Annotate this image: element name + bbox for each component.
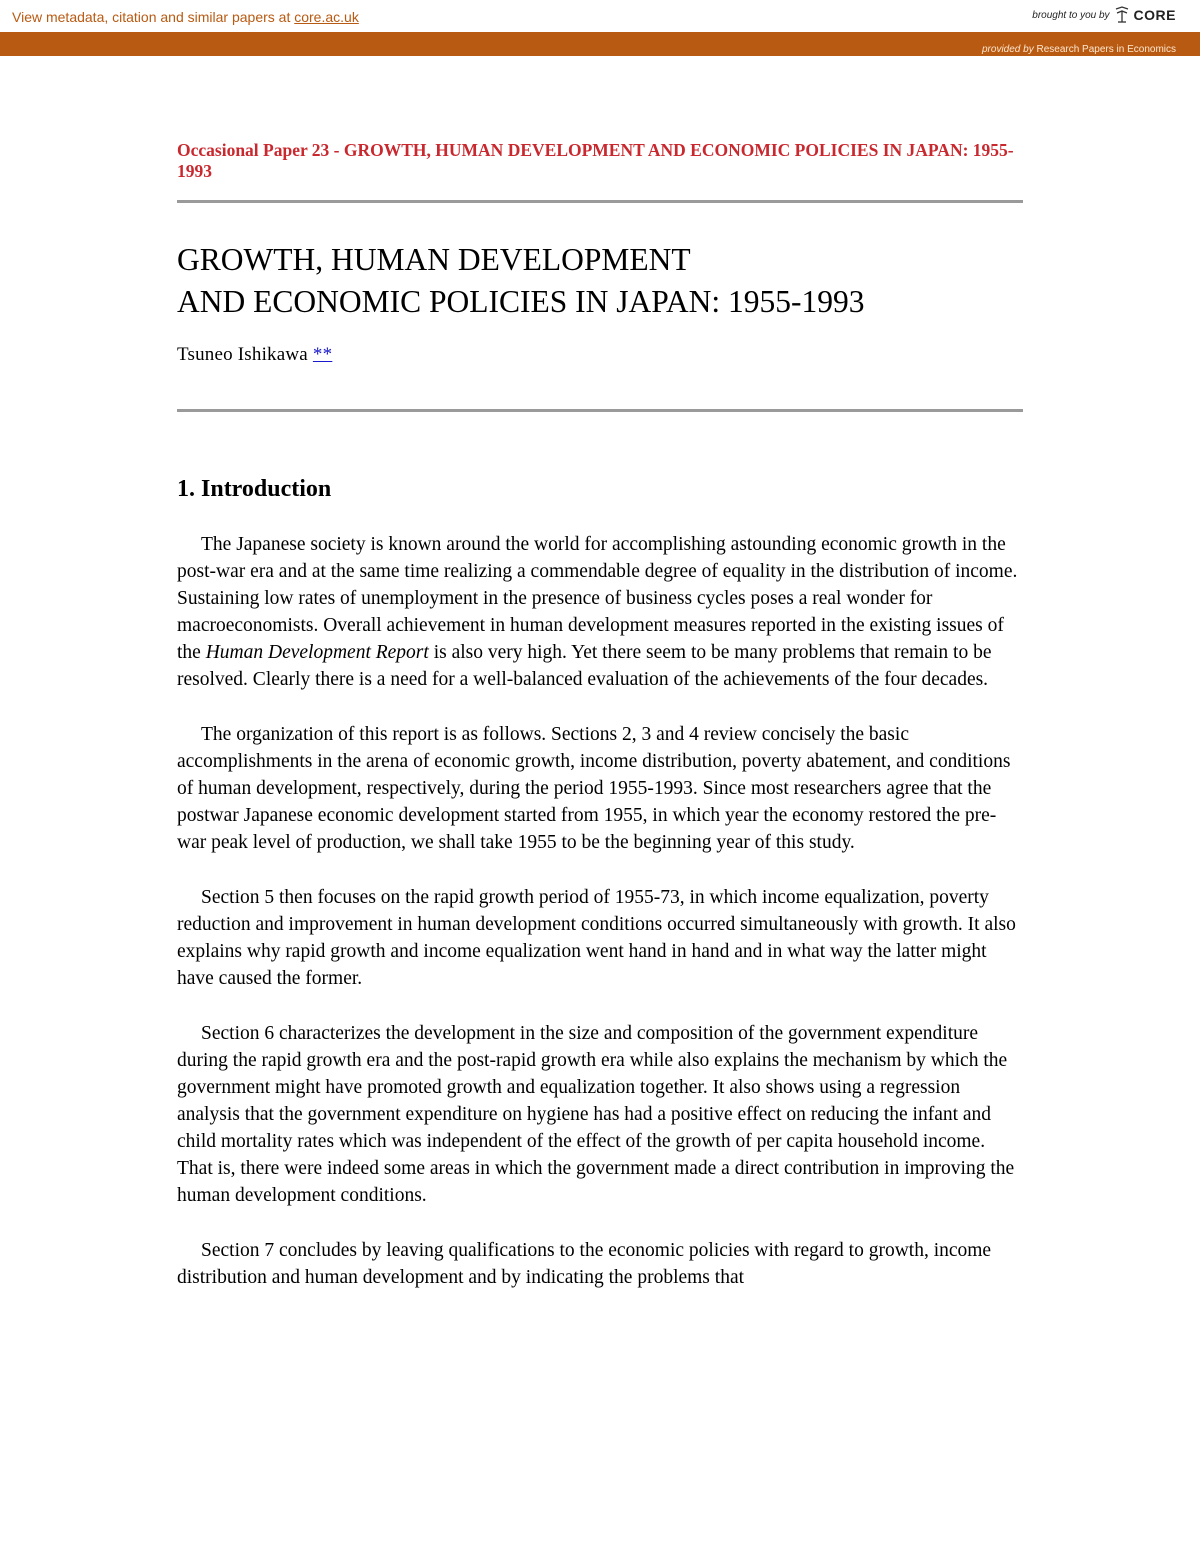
core-metadata-text: View metadata, citation and similar papers at bbox=[12, 9, 295, 25]
core-provider-bar bbox=[0, 32, 1200, 56]
title-line-1: GROWTH, HUMAN DEVELOPMENT bbox=[177, 242, 691, 277]
paragraph-3: Section 5 then focuses on the rapid growth period of 1955-73, in which income equalization, poverty reduction and improvement in human development conditions occurred simultaneously with growth. It also explains why rapid growth and income equalization went hand in hand and in what way the latter might have caused the former. bbox=[177, 887, 1016, 989]
core-logo-text: CORE bbox=[1133, 7, 1176, 23]
paragraph-5: Section 7 concludes by leaving qualifications to the economic policies with regard to growth, income distribution and human development and by indicating the problems that bbox=[177, 1240, 992, 1288]
horizontal-rule-top bbox=[177, 200, 1023, 203]
author-line bbox=[177, 343, 1023, 367]
document-body bbox=[177, 140, 1023, 1291]
document-title bbox=[177, 239, 1023, 323]
core-ac-uk-link[interactable]: core.ac.uk bbox=[294, 9, 359, 25]
series-title-link[interactable]: Occasional Paper 23 - GROWTH, HUMAN DEVELOPMENT AND ECONOMIC POLICIES IN JAPAN: 1955-1993 bbox=[177, 140, 1014, 181]
core-metadata-notice bbox=[12, 9, 359, 25]
core-header bbox=[0, 0, 1200, 32]
paragraph-1-part-a: The Japanese society is known around the world for accomplishing astounding economic growth in the post-war era and at the same time realizing a commendable degree of equality in the distribution of income. Sustaining low rates of unemployment in the presence of business cycles poses a real wonder for macroeconomists. Overall achievement in human development measures reported in the existing issues of the bbox=[177, 534, 1018, 663]
report-title-emphasis: Human Development Report bbox=[205, 642, 429, 663]
author-footnote-link[interactable]: ** bbox=[312, 344, 333, 365]
core-brought-by[interactable] bbox=[1032, 6, 1176, 24]
paragraph-4: Section 6 characterizes the development in the size and composition of the government expenditure during the rapid growth era and the post-rapid growth era while also explains the mechanism by which the government might have promoted growth and equalization together. It also shows using a regression analysis that the government expenditure on hygiene has had a positive effect on reducing the infant and child mortality rates which was independent of the effect of the growth of per capita household income. That is, there were indeed some areas in which the government made a direct contribution in improving the human development conditions. bbox=[177, 1023, 1015, 1206]
paragraph-1 bbox=[177, 531, 1023, 693]
provided-by-label: provided by bbox=[982, 44, 1034, 55]
core-logo-icon bbox=[1114, 6, 1130, 24]
brought-to-you-text: brought to you by bbox=[1032, 9, 1110, 21]
paragraph-1-part-b: is also very high. Yet there seem to be many problems that remain to be resolved. Clearly there is a need for a well-balanced evaluation of the achievements of the four decades. bbox=[177, 642, 992, 690]
provided-by-source: Research Papers in Economics bbox=[1036, 44, 1176, 55]
section-heading-introduction: 1. Introduction bbox=[177, 476, 332, 502]
provided-by-notice[interactable] bbox=[982, 44, 1176, 55]
horizontal-rule-bottom bbox=[177, 409, 1023, 412]
paragraph-2: The organization of this report is as follows. Sections 2, 3 and 4 review concisely the basic accomplishments in the arena of economic growth, income distribution, poverty abatement, and conditions of human development, respectively, during the period 1955-1993. Since most researchers agree that the postwar Japanese economic development started from 1955, in which year the economy restored the pre-war peak level of production, we shall take 1955 to be the beginning year of this study. bbox=[177, 724, 1011, 853]
author-name: Tsuneo Ishikawa bbox=[177, 344, 313, 365]
title-line-2: AND ECONOMIC POLICIES IN JAPAN: 1955-1993 bbox=[177, 284, 865, 319]
